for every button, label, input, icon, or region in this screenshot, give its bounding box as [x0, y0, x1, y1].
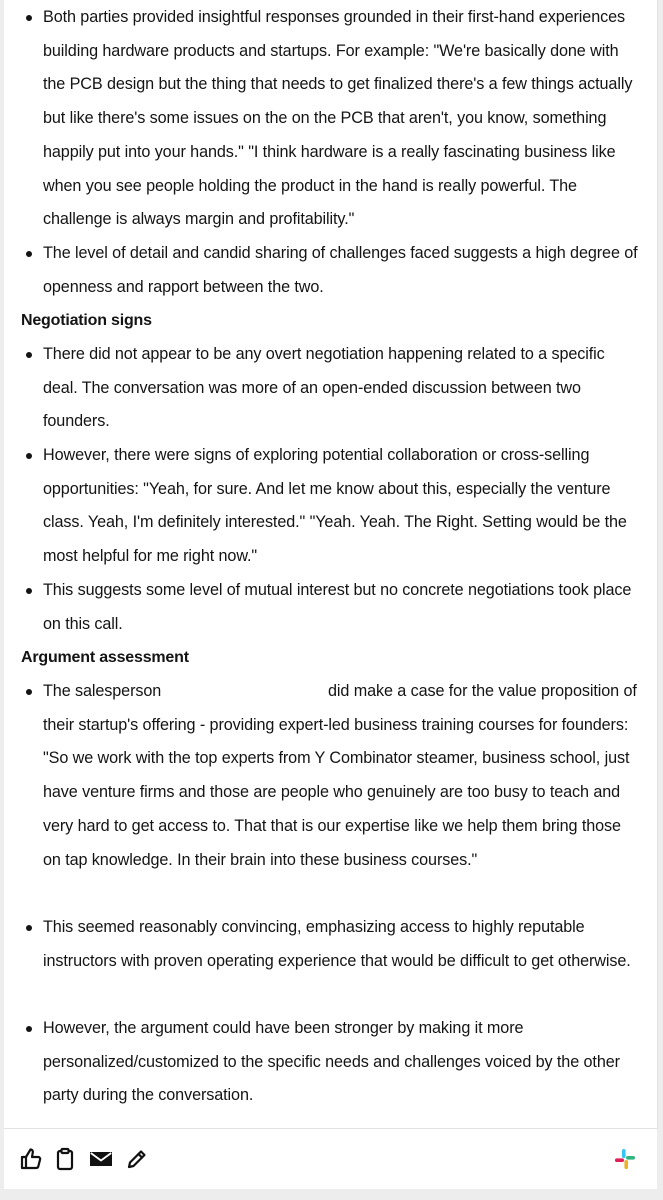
- list-item-text: Both parties provided insightful responses grounded in their first-hand experiences building hardware products and startups. For example: "We're basically done with the PCB design but the thing that needs to get finalized there's a few things actually but like there's some issues on the on the PCB that aren't, you know, something happily put into your hands." "I think hardware is a really fascinating business like when you see people holding the product in the hand is really powerful. The challenge is always margin and profitability.": [43, 8, 633, 229]
- list-item: [21, 911, 643, 978]
- bullet-icon: [26, 689, 32, 695]
- action-toolbar: [4, 1129, 657, 1189]
- list-item: [21, 439, 643, 574]
- bullet-icon: [26, 352, 32, 358]
- list-item: [21, 338, 643, 439]
- list-item: [21, 675, 643, 877]
- list-item-text: However, there were signs of exploring potential collaboration or cross-selling opportunities: "Yeah, for sure. And let me know about this, especially the venture class. Yeah, I'm definitely interested." "Yeah. Yeah. The Right. Setting would be the most helpful for me right now.": [43, 446, 627, 566]
- list-item-text: The level of detail and candid sharing of challenges faced suggests a high degree of openness and rapport between the two.: [43, 244, 638, 296]
- mail-icon: [88, 1147, 114, 1171]
- list-item-text: There did not appear to be any overt negotiation happening related to a specific deal. The conversation was more of an open-ended discussion between two founders.: [43, 345, 605, 431]
- list-item: [21, 237, 643, 304]
- thumbs-up-icon: [19, 1147, 43, 1171]
- list-item-text: This suggests some level of mutual interest but no concrete negotiations took place on this call.: [43, 581, 632, 633]
- email-button[interactable]: [88, 1146, 114, 1172]
- slack-share-button[interactable]: [612, 1146, 638, 1172]
- bullet-icon: [26, 925, 32, 931]
- list-item: [21, 1012, 643, 1113]
- pencil-icon: [125, 1147, 149, 1171]
- bullet-icon: [26, 251, 32, 257]
- bullet-icon: [26, 1026, 32, 1032]
- list-item: [21, 574, 643, 641]
- edit-button[interactable]: [124, 1146, 150, 1172]
- list-item-text: However, the argument could have been stronger by making it more personalized/customized to the specific needs and challenges voiced by the other party during the conversation.: [43, 1019, 620, 1105]
- bullet-icon: [26, 588, 32, 594]
- list-item-text-after: did make a case for the value proposition of their startup's offering - providing expert-led business training courses for founders: "So we work with the top experts from Y Combinator steamer, business school, just have venture firms and those are people who genuinely are too busy to teach and very hard to get access to. That that is our expertise like we help them bring those on tap knowledge. In their brain into these business courses.": [43, 682, 637, 869]
- section-heading: Argument assessment: [21, 649, 189, 666]
- list-item-text-before: The salesperson: [43, 682, 162, 700]
- copy-button[interactable]: [52, 1146, 78, 1172]
- section-heading: Negotiation signs: [21, 312, 152, 329]
- clipboard-icon: [53, 1147, 77, 1171]
- response-card: [4, 0, 658, 1129]
- slack-icon: [614, 1148, 636, 1170]
- bullet-icon: [26, 15, 32, 21]
- redacted-name: [166, 695, 324, 696]
- bullet-icon: [26, 453, 32, 459]
- thumbs-up-button[interactable]: [18, 1146, 44, 1172]
- list-item-text: This seemed reasonably convincing, emphasizing access to highly reputable instructors with proven operating experience that would be difficult to get otherwise.: [43, 918, 631, 970]
- list-item: [21, 1, 643, 237]
